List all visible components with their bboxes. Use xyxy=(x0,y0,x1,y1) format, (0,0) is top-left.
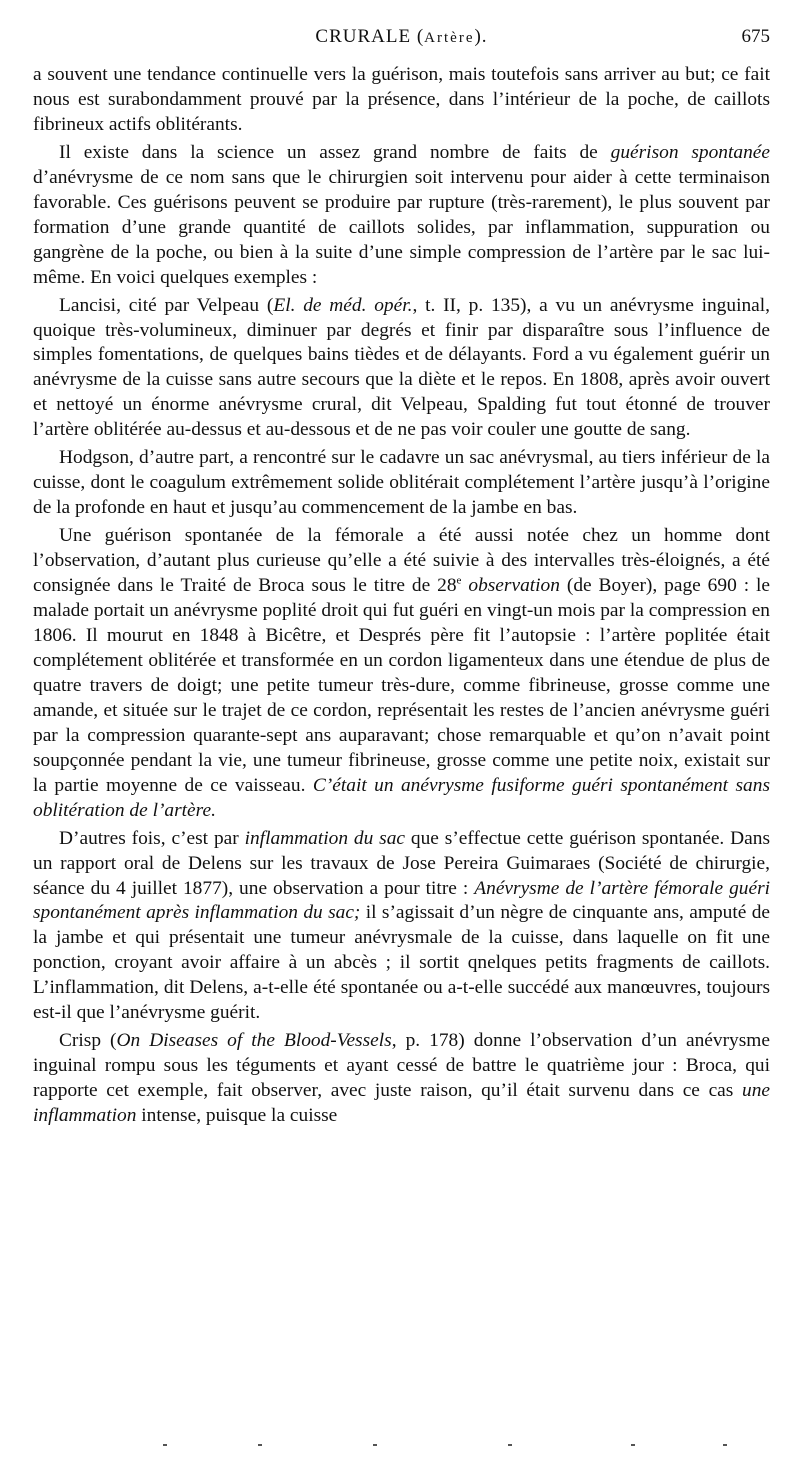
text-run: Lancisi, cité par Velpeau ( xyxy=(59,294,274,316)
text-run: Crisp ( xyxy=(59,1030,117,1052)
speck xyxy=(723,1444,727,1446)
text-run: Hodgson, d’autre part, a rencontré sur le cadavre un sac anévrysmal, au tiers inférieur de la cuisse, dont le coagulum extrêmement solide oblitérait complétement l’artère jusqu’à l’origine de la profonde en haut et jusqu’au commencement de la jambe en bas. xyxy=(33,447,770,519)
text-run: d’anévrysme de ce nom sans que le chirurgien soit intervenu pour aider à cette terminaison favorable. Ces guérisons peuvent se produire par rupture (très-rarement), le plus souvent par formation d’une grande quantité de caillots solides, par inflammation, suppuration ou gangrène de la poche, ou bien à la suite d’une simple compression de l’artère par le sac lui-même. En voici quelques exemples : xyxy=(33,166,770,288)
italic-text: guérison spontanée xyxy=(610,141,770,163)
italic-text: observation xyxy=(468,575,560,597)
body-text xyxy=(33,63,770,1129)
paragraph xyxy=(33,446,770,521)
paragraph xyxy=(33,63,770,138)
speck xyxy=(631,1444,635,1446)
page-number: 675 xyxy=(741,26,770,47)
italic-text: une inflammation xyxy=(33,1080,770,1127)
text-run: il s’agissait d’un nègre de cinquante ans, amputé de la jambe et qui présentait une tumeur anévrysmale de la cuisse, dans laquelle on fit une ponction, croyant avoir affaire à un abcès ; il sortit qnelques petits fragments de caillots. L’inflammation, dit Delens, a-t-elle été spontanée ou a-t-elle succédé aux manœuvres, toujours est-il que l’anévrysme guérit. xyxy=(33,902,770,1024)
text-run: (de Boyer), page 690 : le malade portait un anévrysme poplité droit qui fut guéri en vingt-un mois par la compression en 1806. Il mourut en 1848 à Bicêtre, et Després père fit l’autopsie : l’artère poplitée était complétement oblitérée et transformée en un cordon ligamenteux dans une étendue de plus de quatre travers de doigt; une petite tumeur très-dure, comme fibrineuse, grosse comme une amande, et située sur le trajet de ce cordon, représentait les restes de l’ancien anévrysme guéri par la compression quarante-sept ans auparavant; chose remarquable et qu’on n’avait point soupçonnée pendant la vie, une tumeur fibrineuse, grosse comme une petite noix, existait sur la partie moyenne de ce vaisseau. xyxy=(33,575,770,796)
superscript-text: e xyxy=(456,574,462,587)
italic-text: C’était un anévrysme fusiforme guéri spontanément sans oblitération de l’artère. xyxy=(33,774,770,821)
running-title-end: ). xyxy=(474,26,488,47)
running-title-small-caps: Artère xyxy=(424,30,475,46)
text-run: D’autres fois, c’est par xyxy=(59,827,245,849)
text-run: que s’effectue cette guérison spontanée. Dans un rapport oral de Delens sur les travaux de Jose Pereira Guimaraes (Société de chirurgie, séance du 4 juillet 1877), une observation a pour titre : xyxy=(33,827,771,899)
speck xyxy=(508,1444,512,1446)
text-run: , t. II, p. 135), a vu un anévrysme inguinal, quoique très-volumineux, diminuer par degrés et finir par disparaître sous l’influence de simples fomentations, de quelques bains tièdes et de délayants. Ford a vu également guérir un anévrysme de la cuisse sans autre secours que la diète et le repos. En 1808, après avoir ouvert et nettoyé un énorme anévrysme crural, dit Velpeau, Spalding fut tout étonné de trouver l’artère oblitérée au-dessus et au-dessous et de ne pas voir couler une goutte de sang. xyxy=(33,294,770,441)
running-title xyxy=(33,26,770,48)
running-head xyxy=(33,26,770,56)
running-title-main: CRURALE ( xyxy=(315,26,425,47)
italic-text: Anévrysme de l’artère fémorale guéri spontanément après inflammation du sac; xyxy=(33,877,771,924)
paragraph xyxy=(33,294,770,444)
text-run: , p. 178) donne l’observation d’un anévrysme inguinal rompu sous les téguments et ayant cessé de battre le quatrième jour : Broca, qui rapporte cet exemple, fait observer, avec juste raison, qu’il était survenu dans ce cas xyxy=(33,1030,770,1102)
text-run: intense, puisque la cuisse xyxy=(136,1105,338,1127)
italic-text: El. de méd. opér. xyxy=(273,294,413,316)
speck xyxy=(258,1444,262,1446)
speck xyxy=(163,1444,167,1446)
text-run: Il existe dans la science un assez grand nombre de faits de xyxy=(59,141,611,163)
paragraph xyxy=(33,524,770,823)
paragraph xyxy=(33,141,770,291)
footer-specks xyxy=(33,1442,770,1450)
paragraph xyxy=(33,827,770,1027)
italic-text: On Diseases of the Blood-Vessels xyxy=(116,1030,392,1052)
text-run: a souvent une tendance continuelle vers la guérison, mais toutefois sans arriver au but; ce fait nous est surabondamment prouvé par la présence, dans l’intérieur de la poche, de caillots fibrineux actifs oblitérants. xyxy=(33,64,770,135)
italic-text: inflammation du sac xyxy=(244,827,406,849)
paragraph xyxy=(33,1029,770,1129)
text-run: Une guérison spontanée de la fémorale a été aussi notée chez un homme dont l’observation, d’autant plus curieuse qu’elle a été suivie à des intervalles très-éloignés, a été consignée dans le Traité de Broca sous le titre de 28 xyxy=(33,525,770,597)
speck xyxy=(373,1444,377,1446)
